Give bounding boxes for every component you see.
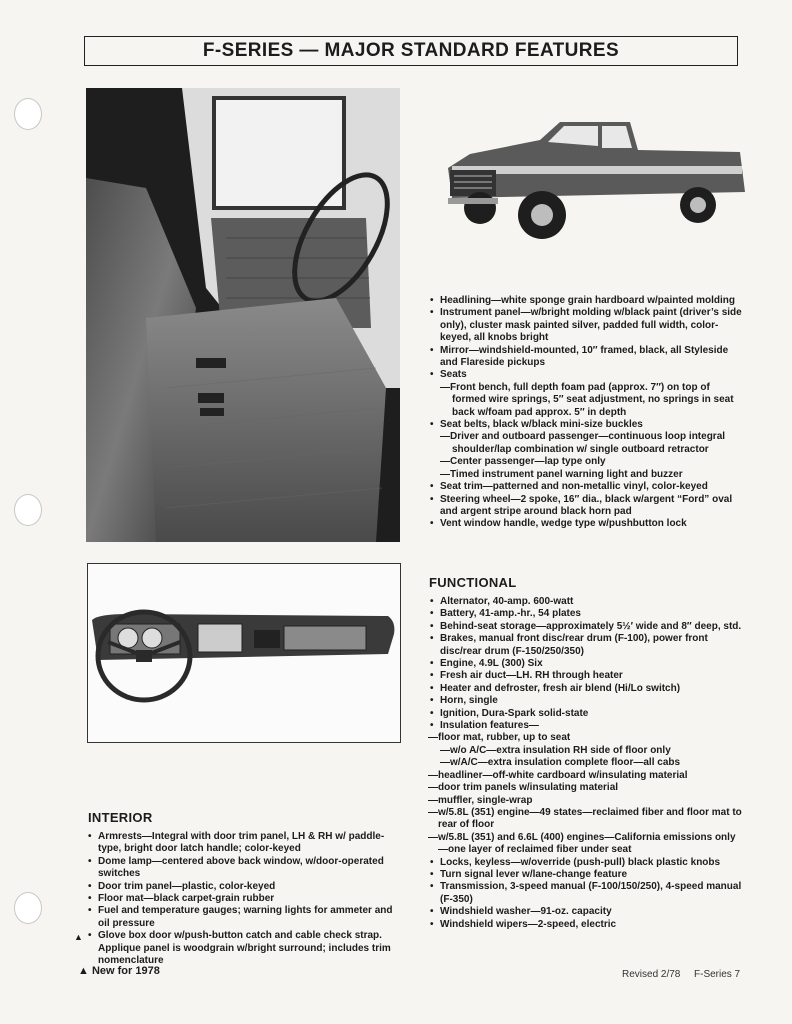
- feature-item: • Headlining—white sponge grain hardboard w/painted molding: [428, 295, 744, 307]
- functional-item: • Brakes, manual front disc/rear drum (F-100), power front disc/rear drum (F-150/250/350): [428, 633, 744, 658]
- functional-item: • Behind-seat storage—approximately 5½′ wide and 8″ deep, std.: [428, 621, 744, 633]
- feature-subitem: —Front bench, full depth foam pad (approx. 7″) on top of formed wire springs, 5″ seat adjustment, no springs in seat back w/foam pad approx. 5″ in depth: [440, 381, 734, 418]
- footnote: ▲ New for 1978: [78, 965, 160, 977]
- page-number: F-Series 7: [694, 969, 741, 980]
- interior-item: • Fuel and temperature gauges; warning lights for ammeter and oil pressure: [86, 905, 402, 930]
- feature-item: • Steering wheel—2 spoke, 16″ dia., black w/argent “Ford” oval and argent stripe around black horn pad: [428, 494, 744, 519]
- functional-subitem: —door trim panels w/insulating material: [428, 782, 619, 794]
- feature-subitem: —Driver and outboard passenger—continuous loop integral shoulder/lap combination w/ single outboard retractor: [440, 431, 726, 455]
- truck-photo: [440, 110, 750, 250]
- functional-subitem: —w/A/C—extra insulation complete floor—all cabs: [440, 757, 681, 769]
- feature-item: • Seat trim—patterned and non-metallic vinyl, color-keyed: [428, 481, 744, 493]
- binder-hole-bottom: [14, 892, 42, 924]
- functional-subitem: —muffler, single-wrap: [428, 794, 533, 806]
- dashboard-photo: [87, 563, 401, 743]
- interior-item: • Dome lamp—centered above back window, w/door-operated switches: [86, 856, 402, 881]
- functional-item: • Windshield washer—91-oz. capacity: [428, 906, 744, 918]
- binder-hole-top: [14, 98, 42, 130]
- features-list: [428, 295, 744, 531]
- functional-item: • Locks, keyless—w/override (push-pull) black plastic knobs: [428, 857, 744, 869]
- functional-subitem: —headliner—off-white cardboard w/insulating material: [428, 769, 688, 781]
- functional-item: • Ignition, Dura-Spark solid-state: [428, 708, 744, 720]
- binder-hole-middle: [14, 494, 42, 526]
- feature-subitem: —Center passenger—lap type only: [440, 456, 606, 468]
- functional-item: • Insulation features—: [428, 720, 744, 732]
- interior-item: • Glove box door w/push-button catch and cable check strap. Applique panel is woodgrain w/bright surround; includes trim nomenclature: [86, 930, 402, 967]
- feature-item: • Mirror—windshield-mounted, 10″ framed, black, all Styleside and Flareside pickups: [428, 345, 744, 370]
- functional-heading: FUNCTIONAL: [429, 575, 517, 590]
- revised-date: Revised 2/78: [622, 969, 681, 980]
- feature-subitem: —Timed instrument panel warning light and buzzer: [440, 468, 683, 480]
- functional-item: • Transmission, 3-speed manual (F-100/150/250), 4-speed manual (F-350): [428, 881, 744, 906]
- functional-list: [428, 596, 744, 931]
- feature-item: • Seats: [428, 369, 744, 381]
- functional-subitem: —w/5.8L (351) engine—49 states—reclaimed fiber and floor mat to rear of floor: [428, 806, 742, 831]
- functional-item: • Engine, 4.9L (300) Six: [428, 658, 744, 670]
- feature-item: • Instrument panel—w/bright molding w/black paint (driver’s side only), cluster mask painted silver, padded full width, color-keyed, all knobs bright: [428, 307, 744, 344]
- functional-subitem: —floor mat, rubber, up to seat: [428, 732, 571, 744]
- feature-item: • Seat belts, black w/black mini-size buckles: [428, 419, 744, 431]
- functional-item: • Horn, single: [428, 695, 744, 707]
- interior-seat-photo: [86, 88, 400, 542]
- interior-item: • Floor mat—black carpet-grain rubber: [86, 893, 402, 905]
- feature-item: • Vent window handle, wedge type w/pushbutton lock: [428, 518, 744, 530]
- functional-item: • Alternator, 40-amp. 600-watt: [428, 596, 744, 608]
- functional-item: • Turn signal lever w/lane-change feature: [428, 869, 744, 881]
- page-title: F-SERIES — MAJOR STANDARD FEATURES: [84, 36, 738, 66]
- interior-item: • Armrests—Integral with door trim panel, LH & RH w/ paddle-type, bright door latch handle; color-keyed: [86, 831, 402, 856]
- interior-item: • Door trim panel—plastic, color-keyed: [86, 881, 402, 893]
- functional-subitem: —w/5.8L (351) and 6.6L (400) engines—California emissions only—one layer of reclaimed fiber under seat: [428, 831, 736, 856]
- functional-item: • Fresh air duct—LH. RH through heater: [428, 670, 744, 682]
- functional-item: • Battery, 41-amp.-hr., 54 plates: [428, 608, 744, 620]
- interior-heading: INTERIOR: [88, 810, 153, 825]
- new-marker-icon: ▲: [74, 932, 83, 942]
- interior-list: [86, 831, 402, 967]
- functional-subitem: —w/o A/C—extra insulation RH side of floor only: [440, 744, 671, 756]
- functional-item: • Heater and defroster, fresh air blend (Hi/Lo switch): [428, 683, 744, 695]
- functional-item: • Windshield wipers—2-speed, electric: [428, 919, 744, 931]
